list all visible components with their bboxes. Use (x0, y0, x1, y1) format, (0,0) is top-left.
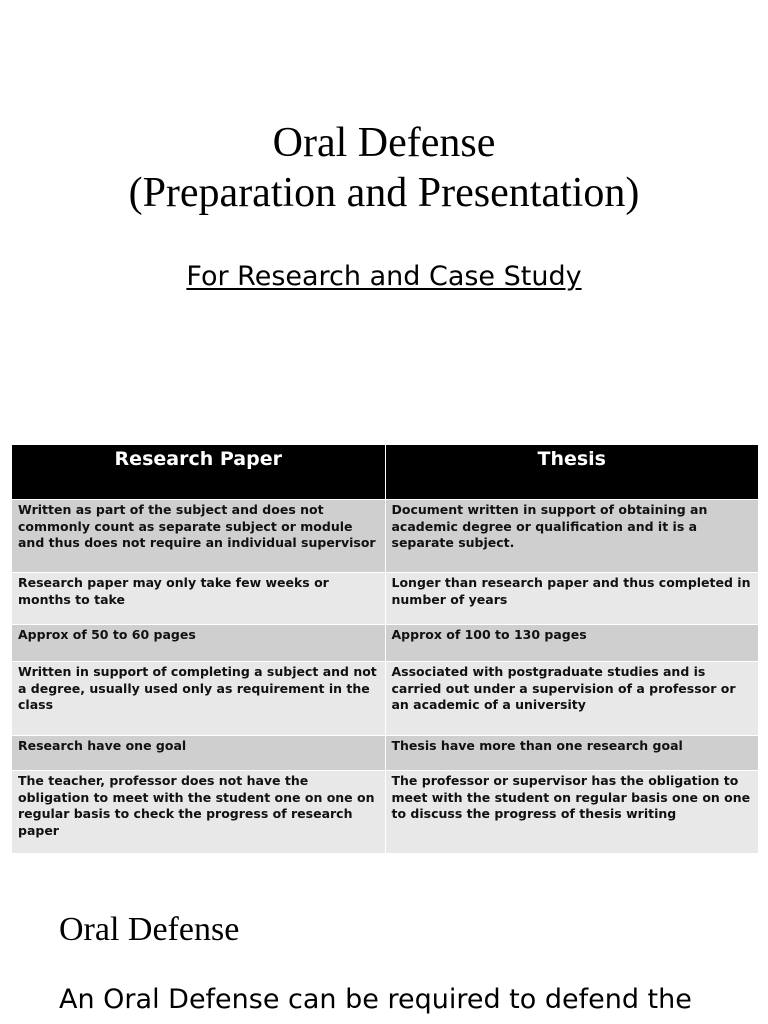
table-cell-research-paper: Approx of 50 to 60 pages (12, 625, 385, 662)
table-cell-thesis: The professor or supervisor has the obligation to meet with the student on regular basis one on one to discuss the progress of thesis writing (385, 771, 758, 853)
table-cell-thesis: Approx of 100 to 130 pages (385, 625, 758, 662)
title-line-2: (Preparation and Presentation) (128, 170, 640, 216)
section-title: Oral Defense (59, 911, 240, 948)
table-row (12, 573, 758, 625)
table-row (12, 771, 758, 853)
header-research-paper: Research Paper (12, 445, 385, 500)
table-header-row (12, 445, 758, 500)
comparison-table (12, 445, 758, 853)
table-row (12, 500, 758, 573)
table-row (12, 662, 758, 736)
table-cell-thesis: Thesis have more than one research goal (385, 736, 758, 771)
section-body: An Oral Defense can be required to defend the (59, 984, 692, 1015)
table-cell-thesis: Document written in support of obtaining an academic degree or qualification and it is a separate subject. (385, 500, 758, 573)
table-cell-thesis: Longer than research paper and thus completed in number of years (385, 573, 758, 625)
header-thesis: Thesis (385, 445, 758, 500)
title-slide (0, 0, 768, 420)
table-cell-research-paper: Research paper may only take few weeks or months to take (12, 573, 385, 625)
table-row (12, 625, 758, 662)
slide-title (0, 118, 768, 218)
table-cell-thesis: Associated with postgraduate studies and is carried out under a supervision of a professor or an academic of a university (385, 662, 758, 736)
table-cell-research-paper: The teacher, professor does not have the obligation to meet with the student one on one on regular basis to check the progress of research paper (12, 771, 385, 853)
slide-subtitle: For Research and Case Study (186, 261, 582, 292)
table-cell-research-paper: Written in support of completing a subject and not a degree, usually used only as requirement in the class (12, 662, 385, 736)
title-line-1: Oral Defense (272, 120, 496, 166)
table-cell-research-paper: Written as part of the subject and does not commonly count as separate subject or module and thus does not require an individual supervisor (12, 500, 385, 573)
table-cell-research-paper: Research have one goal (12, 736, 385, 771)
table-row (12, 736, 758, 771)
